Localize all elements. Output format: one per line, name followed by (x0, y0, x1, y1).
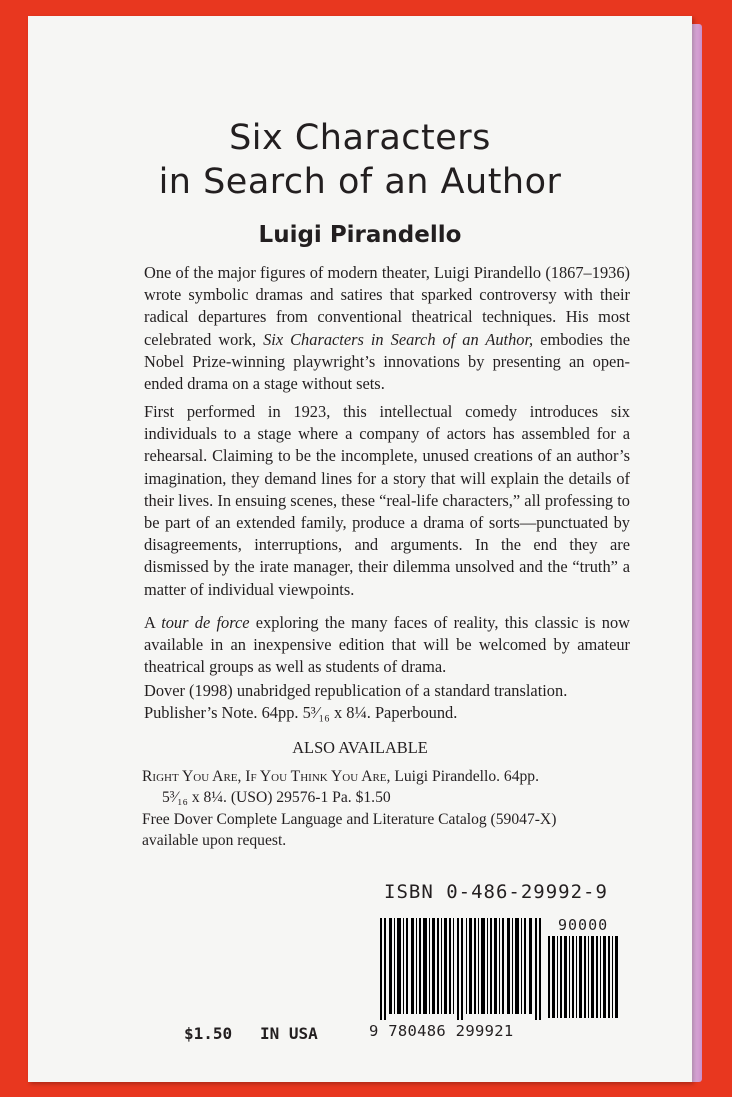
book-title-line-2: in Search of an Author (158, 162, 562, 202)
price: $1.50 (184, 1024, 233, 1043)
ean-digits: 9 780486 299921 (369, 1022, 514, 1040)
barcode-addon-digits: 90000 (558, 916, 609, 934)
book-author: Luigi Pirandello (258, 222, 462, 248)
isbn-number: ISBN 0-486-29992-9 (384, 881, 608, 903)
description-paragraph-1: One of the major figures of modern theater, Luigi Pirandello (1867–1936) wrote symbolic dramas and satires that sparked controversy with their radical departures from conventional theatrical techniques. His most celebrated work, Six Characters in Search of an Author, embodies the Nobel Prize-winning playwright’s innovations by presenting an open-ended drama on a stage without sets. (144, 263, 630, 394)
publication-details: Dover (1998) unabridged republication of a standard translation. Publisher’s Note. 64pp. 5³⁄₁₆ x 8¼. Paperbound. (144, 681, 568, 723)
addon-barcode (548, 936, 620, 1018)
ean-barcode (380, 918, 542, 1020)
description-paragraph-2: First performed in 1923, this intellectual comedy introduces six individuals to a stage where a company of actors has assembled for a rehearsal. Claiming to be the incomplete, unused creations of an author’s imagination, they demand lines for a story that will explain the details of their lives. In ensuing scenes, these “real-life characters,” all professing to be part of an extended family, produce a drama of sorts—punctuated by disagreements, interruptions, and arguments. In the end they are dismissed by the irate manager, their dilemma unsolved and the “truth” a matter of individual viewpoints. (144, 402, 630, 599)
catalog-offer: Free Dover Complete Language and Literature Catalog (59047-X) available upon request. (142, 811, 557, 849)
price-region: IN USA (260, 1024, 318, 1043)
book-back-cover (28, 16, 692, 1082)
also-available-heading: ALSO AVAILABLE (292, 738, 428, 757)
book-title-line-1: Six Characters (229, 118, 491, 158)
also-available-item-1: Right You Are, If You Think You Are, Luigi Pirandello. 64pp. 5³⁄₁₆ x 8¼. (USO) 29576-1 Pa. $1.50 (142, 768, 539, 806)
description-paragraph-3: A tour de force exploring the many faces of reality, this classic is now available in an inexpensive edition that will be welcomed by amateur theatrical groups as well as students of drama. (144, 613, 631, 677)
